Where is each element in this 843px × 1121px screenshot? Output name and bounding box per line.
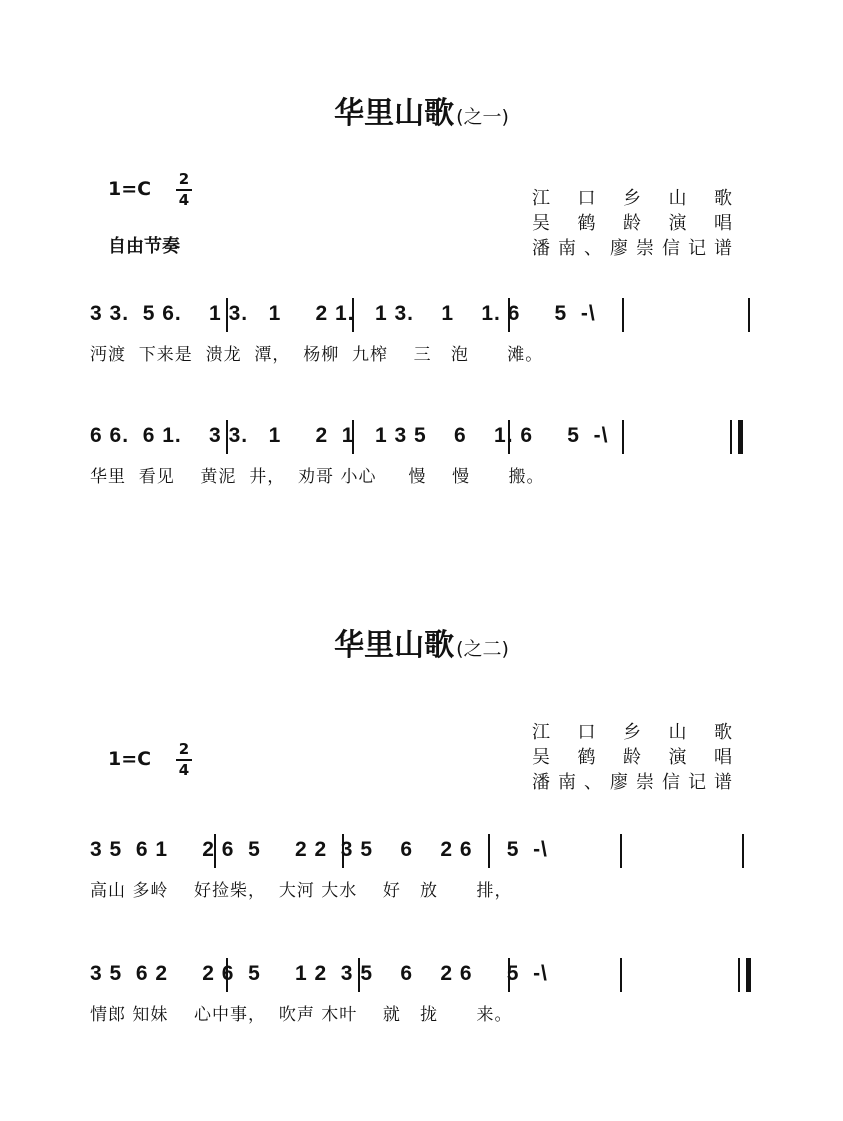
song-1-line-2-lyrics: 华里 看见 黄泥 井， 劝哥 小心 慢 慢 搬。 [90, 467, 545, 487]
song-2-credit-performer: 吴鹤龄演唱 [532, 747, 732, 768]
song-1-time-bottom: 4 [178, 191, 190, 209]
song-1-staff-line-2 [90, 412, 760, 508]
song-2-line-2-notes: 3 5 6 2 2 6 5 1 2 3 5 6 2 6 5 -\ [90, 962, 548, 985]
song-2-line-1-notes: 3 5 6 1 2 6 5 2 2 3 5 6 2 6 5 -\ [90, 838, 548, 861]
song-1-line-2-notes: 6 6. 6 1. 3 3. 1 2 1 1 3 5 6 1. 6 5 -\ [90, 424, 609, 447]
song-2-key: 1=C [108, 748, 152, 770]
song-2-line-2-lyrics: 情郎 知妹 心中事， 吹声 木叶 就 拢 来。 [90, 1005, 513, 1025]
song-2-title: 华里山歌 [334, 628, 455, 663]
song-1-staff-line-1 [90, 290, 760, 386]
song-1-time-top: 2 [178, 170, 190, 188]
song-1-subtitle: (之一) [456, 106, 509, 128]
song-1-line-1-lyrics: 沔渡 下来是 溃龙 潭， 杨柳 九榨 三 泡 滩。 [90, 345, 544, 365]
song-2-credit-transcriber: 潘南、廖崇信记谱 [532, 772, 732, 793]
song-1-credit-transcriber: 潘南、廖崇信记谱 [532, 238, 732, 259]
song-1-line-1-notes: 3 3. 5 6. 1 3. 1 2 1. 1 3. 1 1. 6 5 -\ [90, 302, 596, 325]
song-2-time-signature [176, 742, 192, 778]
song-1-credit-origin: 江口乡山歌 [532, 188, 732, 209]
song-2-time-bottom: 4 [178, 761, 190, 779]
song-2-title-block [0, 620, 843, 664]
song-1-key: 1=C [108, 178, 152, 200]
song-1-title: 华里山歌 [334, 96, 455, 131]
song-2-staff-line-2 [90, 950, 760, 1046]
song-2-line-1-lyrics: 高山 多岭 好捡柴， 大河 大水 好 放 排， [90, 881, 513, 901]
song-1-title-block [0, 88, 843, 132]
song-2-staff-line-1 [90, 826, 760, 922]
song-1-tempo: 自由节奏 [108, 236, 180, 257]
song-2-credit-origin: 江口乡山歌 [532, 722, 732, 743]
song-2-subtitle: (之二) [456, 638, 509, 660]
song-1-time-signature [176, 172, 192, 208]
song-2-time-top: 2 [178, 740, 190, 758]
song-1-credit-performer: 吴鹤龄演唱 [532, 213, 732, 234]
